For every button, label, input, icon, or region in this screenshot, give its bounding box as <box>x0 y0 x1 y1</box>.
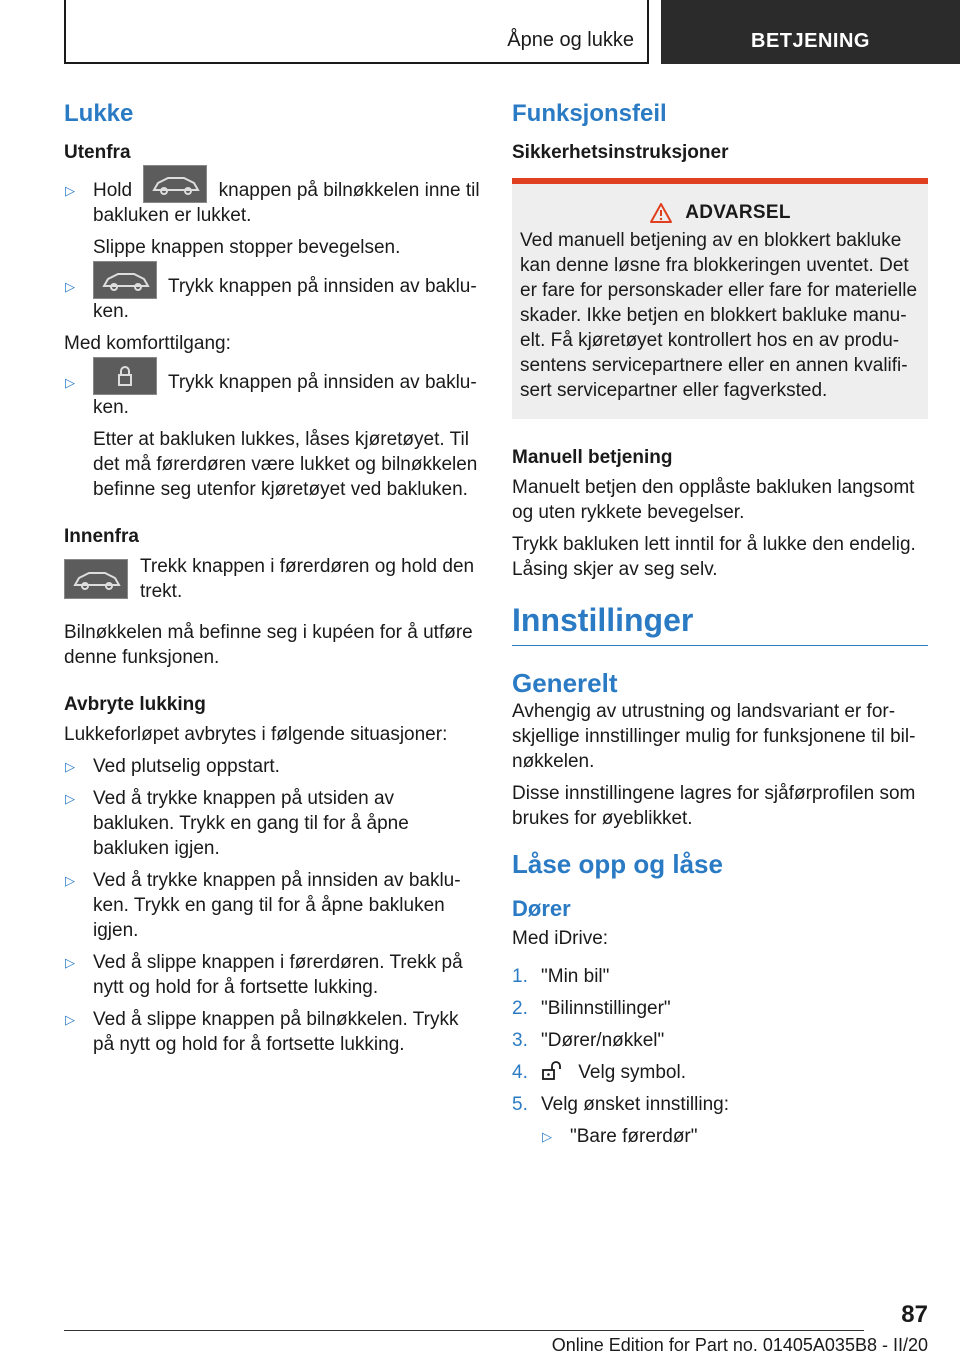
footer-divider <box>64 1330 864 1331</box>
bullet-text: Hold <box>93 180 133 201</box>
step-text: "Min bil" <box>541 966 610 987</box>
step-text: Velg symbol. <box>578 1062 687 1083</box>
step-text: Velg ønsket innstilling: <box>541 1094 729 1115</box>
list-item <box>512 996 928 1021</box>
heading-dorer: Dører <box>512 896 571 921</box>
triangle-bullet-icon: ▷ <box>65 791 75 806</box>
car-tailgate-icon <box>64 559 128 599</box>
triangle-bullet-icon: ▷ <box>65 759 75 774</box>
warning-header <box>520 202 920 224</box>
heading-generelt: Generelt <box>512 668 618 698</box>
bullet-text: Ved plutselig oppstart. <box>93 756 280 777</box>
bullet-text: Ved å slippe knappen i førerdøren. Trekk på nytt og hold for å fortsette lukking. <box>93 952 463 998</box>
idrive-label: Med iDrive: <box>512 928 609 949</box>
step-number: 4. <box>512 1062 528 1083</box>
abort-intro: Lukkeforløpet avbrytes i følgende situasjoner: <box>64 724 448 745</box>
section-title-funksjonsfeil: Funksjonsfeil <box>512 100 667 127</box>
manual-text-2: Trykk bakluken lett inntil for å lukke den endelig. Låsing skjer av seg selv. <box>512 534 916 580</box>
general-text-1: Avhengig av utrustning og landsvariant er for-skjellige innstillinger mulig for funksjonene til bil-nøkkelen. <box>512 701 916 772</box>
manual-text-1: Manuelt betjen den opplåste bakluken langsomt og uten rykkete bevegelser. <box>512 477 915 523</box>
warning-box <box>512 178 928 419</box>
inside-note: Bilnøkkelen må befinne seg i kupéen for å utføre denne funksjonen. <box>64 622 473 668</box>
list-item <box>64 868 480 943</box>
bullet-text: Ved å slippe knappen på bilnøkkelen. Trykk på nytt og hold for å fortsette lukking. <box>93 1009 459 1055</box>
bullet-subtext: Etter at bakluken lukkes, låses kjøretøyet. Til det må førerdøren være lukket og bilnøkkelen befinne seg utenfor kjøretøyet ved bakluken. <box>93 429 478 500</box>
car-tailgate-icon <box>93 261 157 299</box>
option-text: "Bare førerdør" <box>570 1126 698 1147</box>
general-text-2: Disse innstillingene lagres for sjåførprofilen som brukes for øyeblikket. <box>512 783 916 829</box>
warning-triangle-icon <box>649 202 673 224</box>
heading-manuell-betjening: Manuell betjening <box>512 447 673 468</box>
list-item <box>64 754 480 779</box>
page-number: 87 <box>901 1301 928 1328</box>
list-item <box>64 274 480 324</box>
bullet-text: Trykk knappen på innsiden av baklu-ken. <box>93 372 477 418</box>
triangle-bullet-icon: ▷ <box>542 1129 552 1144</box>
list-item <box>512 964 928 989</box>
bullet-text: Trykk knappen på innsiden av baklu-ken. <box>93 276 477 322</box>
list-item <box>512 1028 928 1053</box>
inside-text: Trekk knappen i førerdøren og hold den trekt. <box>140 556 475 602</box>
step-number: 2. <box>512 998 528 1019</box>
heading-lase-opp-og-lase: Låse opp og låse <box>512 849 723 879</box>
step-number: 1. <box>512 966 528 987</box>
section-title-lukke: Lukke <box>64 100 134 127</box>
header-chapter-tab: BETJENING <box>661 0 960 64</box>
list-item <box>541 1124 928 1149</box>
list-item <box>64 786 480 861</box>
heading-sikkerhetsinstruksjoner: Sikkerhetsinstruksjoner <box>512 142 729 163</box>
list-item <box>512 1060 928 1085</box>
triangle-bullet-icon: ▷ <box>65 873 75 888</box>
chapter-title-innstillinger: Innstillinger <box>512 602 928 646</box>
triangle-bullet-icon: ▷ <box>65 1012 75 1027</box>
list-item <box>512 1092 928 1117</box>
left-column <box>64 100 480 1057</box>
warning-text: Ved manuell betjening av en blokkert bakluke kan denne løsne fra blokkeringen uventet. Det er fare for personskader eller fare for materielle skader. Ikke betjen en blokkert bakluke manu-elt. Få kjøretøyet kontrollert hos en av produ-sentens servicepartnere eller en annen kvalifi-sert servicepartner eller fagverksted. <box>520 230 918 401</box>
bullet-text: Ved å trykke knappen på innsiden av baklu-ken. Trykk en gang til for å åpne bakluken igjen. <box>93 870 461 941</box>
bullet-text: Ved å trykke knappen på utsiden av bakluken. Trykk en gang til for å åpne bakluken igjen. <box>93 788 409 859</box>
step-number: 5. <box>512 1094 528 1115</box>
footer-edition: Online Edition for Part no. 01405A035B8 - II/20 <box>551 1335 928 1355</box>
list-item <box>64 1007 480 1057</box>
lock-icon <box>93 357 157 395</box>
header-section-title: Åpne og lukke <box>507 29 634 51</box>
triangle-bullet-icon: ▷ <box>65 279 75 294</box>
step-number: 3. <box>512 1030 528 1051</box>
bullet-subtext: Slippe knappen stopper bevegelsen. <box>93 237 401 258</box>
list-item <box>64 370 480 420</box>
triangle-bullet-icon: ▷ <box>65 375 75 390</box>
list-item <box>64 178 480 228</box>
inside-instruction <box>64 554 480 604</box>
step-text: "Dører/nøkkel" <box>541 1030 665 1051</box>
triangle-bullet-icon: ▷ <box>65 955 75 970</box>
bullet-text: knappen på bilnøkkelen inne til bakluken er lukket. <box>93 180 480 226</box>
right-column <box>512 100 928 1149</box>
car-tailgate-icon <box>143 165 207 203</box>
step-text: "Bilinnstillinger" <box>541 998 671 1019</box>
comfort-access-label: Med komforttilgang: <box>64 333 231 354</box>
list-item <box>64 950 480 1000</box>
warning-label: ADVARSEL <box>685 202 791 223</box>
unlock-icon <box>541 1061 565 1081</box>
triangle-bullet-icon: ▷ <box>65 183 75 198</box>
heading-utenfra: Utenfra <box>64 142 131 163</box>
heading-avbryte-lukking: Avbryte lukking <box>64 694 206 715</box>
heading-innenfra: Innenfra <box>64 526 139 547</box>
